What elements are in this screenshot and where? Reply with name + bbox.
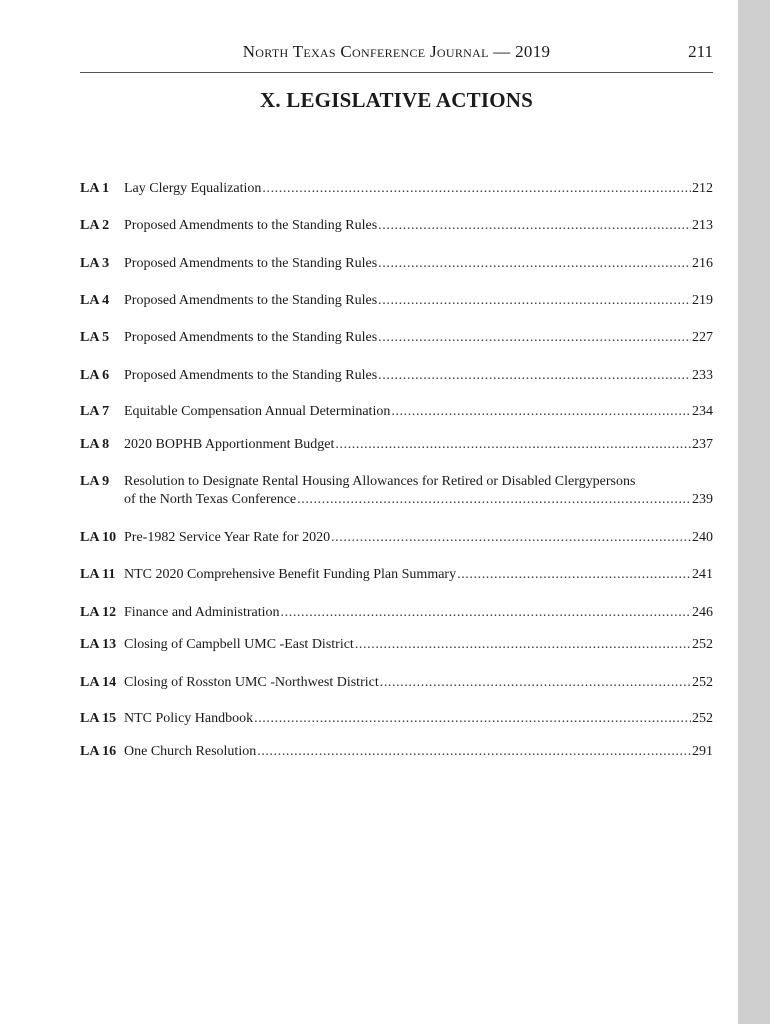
toc-page: 252 <box>692 675 713 690</box>
toc-title: Closing of Campbell UMC -East District <box>124 637 354 652</box>
dot-leader <box>335 436 691 454</box>
dot-leader <box>378 217 691 235</box>
dot-leader <box>391 403 691 421</box>
toc-title: NTC 2020 Comprehensive Benefit Funding Plan Summary <box>124 567 457 582</box>
dot-leader <box>355 636 691 654</box>
toc-page: 216 <box>692 256 713 271</box>
toc-code: LA 2 <box>80 218 110 233</box>
toc-page: 227 <box>692 330 713 345</box>
toc-title: One Church Resolution <box>124 744 257 759</box>
toc-title: Pre-1982 Service Year Rate for 2020 <box>124 530 331 545</box>
toc-page: 241 <box>692 567 713 582</box>
toc-code: LA 11 <box>80 567 116 582</box>
toc-page: 291 <box>692 744 713 759</box>
dot-leader <box>380 674 691 692</box>
toc-page: 219 <box>692 293 713 308</box>
toc-code: LA 3 <box>80 256 110 271</box>
toc-title-line1: Resolution to Designate Rental Housing Allowances for Retired or Disabled Clergypersons <box>124 474 636 489</box>
toc-code: LA 6 <box>80 368 110 383</box>
toc-code: LA 8 <box>80 437 110 452</box>
dot-leader <box>457 566 691 584</box>
dot-leader <box>378 255 691 273</box>
toc-code: LA 16 <box>80 744 117 759</box>
toc-code: LA 4 <box>80 293 110 308</box>
toc-code: LA 13 <box>80 637 117 652</box>
toc-code: LA 12 <box>80 605 117 620</box>
dot-leader <box>257 743 691 761</box>
dot-leader <box>297 491 691 509</box>
toc-code: LA 1 <box>80 181 110 196</box>
dot-leader <box>378 367 691 385</box>
dot-leader <box>254 710 691 728</box>
toc-code: LA 15 <box>80 711 117 726</box>
toc-page: 213 <box>692 218 713 233</box>
toc-code: LA 10 <box>80 530 117 545</box>
toc-title: of the North Texas Conference <box>124 492 297 507</box>
toc-page: 239 <box>692 492 713 507</box>
toc-code: LA 7 <box>80 404 110 419</box>
toc-page: 212 <box>692 181 713 196</box>
toc-page: 233 <box>692 368 713 383</box>
toc-title: Closing of Rosston UMC -Northwest District <box>124 675 379 690</box>
toc-page: 240 <box>692 530 713 545</box>
toc-code: LA 5 <box>80 330 110 345</box>
dot-leader <box>262 180 691 198</box>
toc-title: Lay Clergy Equalization <box>124 181 262 196</box>
toc-title: Finance and Administration <box>124 605 280 620</box>
toc-title: Proposed Amendments to the Standing Rules <box>124 293 378 308</box>
toc-title: Proposed Amendments to the Standing Rules <box>124 368 378 383</box>
toc-code: LA 9 <box>80 474 110 489</box>
journal-title: North Texas Conference Journal — 2019 <box>242 42 551 61</box>
dot-leader <box>378 292 691 310</box>
dot-leader <box>378 329 691 347</box>
toc-title: Proposed Amendments to the Standing Rules <box>124 330 378 345</box>
page-number: 211 <box>688 42 713 61</box>
toc-page: 237 <box>692 437 713 452</box>
toc-code: LA 14 <box>80 675 117 690</box>
dot-leader <box>331 529 691 547</box>
toc-title: Proposed Amendments to the Standing Rules <box>124 218 378 233</box>
section-title: X. LEGISLATIVE ACTIONS <box>259 88 533 112</box>
toc-title: 2020 BOPHB Apportionment Budget <box>124 437 335 452</box>
header-rule <box>80 72 713 73</box>
dot-leader <box>281 604 691 622</box>
toc-page: 252 <box>692 711 713 726</box>
running-header <box>80 42 713 66</box>
toc-title: Equitable Compensation Annual Determination <box>124 404 391 419</box>
toc-page: 246 <box>692 605 713 620</box>
toc-page: 252 <box>692 637 713 652</box>
toc-title: Proposed Amendments to the Standing Rules <box>124 256 378 271</box>
toc-title: NTC Policy Handbook <box>124 711 254 726</box>
page-edge-gutter <box>738 0 770 1024</box>
toc-page: 234 <box>692 404 713 419</box>
